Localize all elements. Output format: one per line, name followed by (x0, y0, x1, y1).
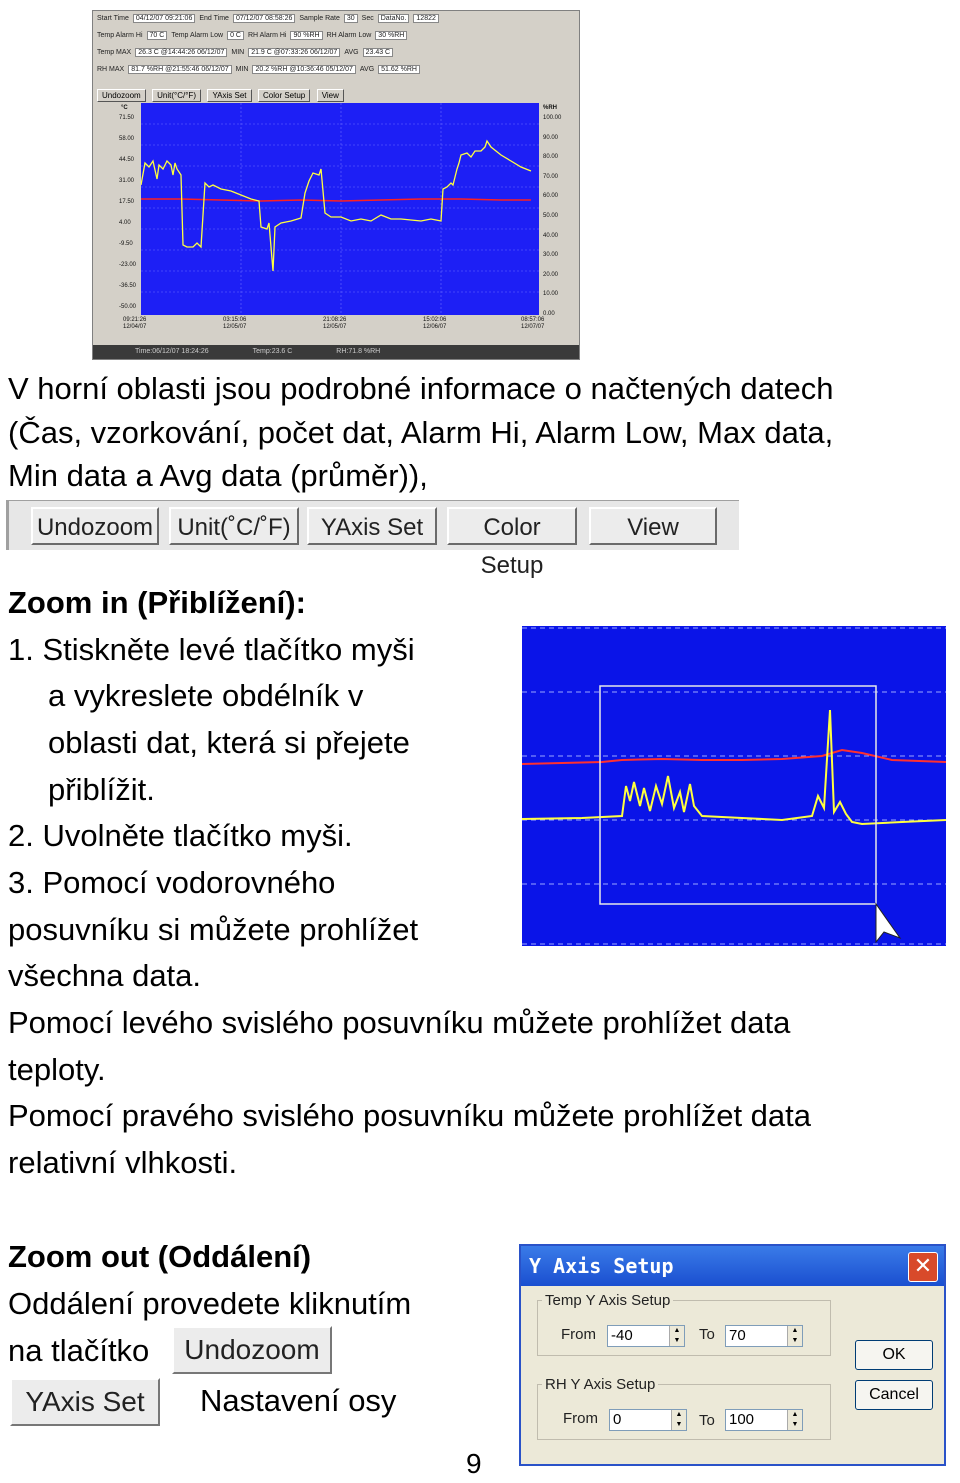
status-rh: RH:71.8 %RH (336, 348, 381, 355)
info-value: 21.9 C @07:33:26 06/12/07 (248, 48, 340, 57)
info-label: RH Alarm Hi (247, 32, 287, 39)
unit-button[interactable]: Unit(˚C/˚F) (169, 507, 299, 545)
spin-arrows-icon[interactable]: ▲ ▼ (787, 1326, 802, 1346)
rh-to-label: To (699, 1412, 715, 1429)
info-label: Sec (361, 15, 374, 22)
x-tick-time: 09:21:26 (123, 317, 147, 323)
zoom-in-step-1-cont: přiblížit. (48, 772, 155, 807)
x-tick-date: 12/07/07 (521, 324, 545, 330)
rh-to-value: 100 (729, 1411, 755, 1428)
info-value: 07/12/07 08:58:26 (233, 14, 295, 23)
zoom-in-step-3-cont: posuvníku si můžete prohlížet (8, 912, 419, 947)
mini-undozoom-button[interactable]: Undozoom (97, 89, 146, 102)
undozoom-inline-button[interactable]: Undozoom (172, 1326, 332, 1374)
zoom-in-step-2: 2. Uvolněte tlačítko myši. (8, 818, 353, 853)
cancel-button[interactable]: Cancel (855, 1380, 933, 1410)
screenshot-toolbar (97, 85, 346, 103)
x-tick-time: 15:02:06 (423, 317, 447, 323)
temp-from-label: From (561, 1326, 596, 1343)
info-value: 23.43 C (363, 48, 394, 57)
x-tick-date: 12/06/07 (423, 324, 447, 330)
software-screenshot (92, 10, 580, 360)
y-left-unit: °C (121, 105, 128, 111)
info-label: Sample Rate (299, 15, 340, 22)
data-plot[interactable] (141, 103, 539, 315)
x-tick-time: 03:15:06 (223, 317, 247, 323)
page-number: 9 (466, 1448, 482, 1479)
y-right-tick: 40.00 (543, 232, 559, 239)
mini-color-setup-button[interactable]: Color Setup (258, 89, 310, 102)
yaxis-set-button[interactable]: YAxis Set (307, 507, 437, 545)
zoom-in-heading: Zoom in (Přiblížení): (8, 585, 306, 620)
rh-from-label: From (563, 1410, 598, 1427)
info-row (97, 48, 397, 57)
y-right-tick: 20.00 (543, 271, 559, 278)
status-temp: Temp:23.6 C (252, 348, 293, 355)
info-label: Temp Alarm Low (171, 32, 224, 39)
info-value: 26.3 C @14:44:26 06/12/07 (135, 48, 227, 57)
y-right-tick: 80.00 (543, 154, 559, 161)
x-tick (123, 317, 146, 331)
info-value: 81.7 %RH @21:55:46 06/12/07 (128, 65, 231, 74)
zoom-out-line-2: na tlačítko (8, 1333, 150, 1368)
x-tick-date: 12/05/07 (223, 324, 247, 330)
rh-group-label: RH Y Axis Setup (545, 1376, 656, 1393)
y-left-tick: 4.00 (119, 220, 131, 226)
y-left-tick: 58.00 (119, 136, 135, 142)
info-value: 90 %RH (290, 31, 322, 40)
x-tick-time: 08:57:06 (521, 317, 545, 323)
y-right-tick: 90.00 (543, 134, 559, 141)
intro-line-1: V horní oblasti jsou podrobné informace o načtených datech (8, 371, 834, 406)
status-time: Time:06/12/07 18:24:26 (135, 348, 209, 355)
temp-series-line (141, 141, 531, 271)
info-label: MIN (231, 49, 245, 56)
zoom-illustration-svg (522, 626, 946, 946)
y-left-tick: 17.50 (119, 199, 135, 205)
color-setup-button[interactable]: Color Setup (447, 507, 577, 545)
yaxis-description: Nastavení osy (200, 1383, 397, 1418)
scroll-line-3: Pomocí pravého svislého posuvníku můžete prohlížet data (8, 1098, 812, 1133)
zoom-out-line-1: Oddálení provedete kliknutím (8, 1286, 412, 1321)
y-axis-setup-dialog (519, 1244, 946, 1466)
x-tick (521, 317, 544, 331)
y-left-tick: -23.00 (119, 262, 137, 268)
plot-svg (141, 103, 539, 315)
spin-arrows-icon[interactable]: ▲ ▼ (671, 1410, 686, 1430)
mini-view-button[interactable]: View (317, 89, 344, 102)
zoom-in-step-1-cont: oblasti dat, která si přejete (48, 725, 410, 760)
info-label: RH MAX (97, 66, 125, 73)
y-left-tick: -9.50 (119, 241, 133, 247)
x-tick-date: 12/04/07 (123, 324, 147, 330)
scroll-line-4: relativní vlhkosti. (8, 1145, 238, 1180)
y-right-tick: 60.00 (543, 193, 559, 200)
y-left-tick: 31.00 (119, 178, 135, 184)
yaxis-set-inline-button[interactable]: YAxis Set (10, 1378, 160, 1426)
info-label: RH Alarm Low (326, 32, 372, 39)
toolbar (6, 500, 739, 579)
zoom-in-step-3-cont: všechna data. (8, 958, 202, 993)
x-tick (223, 317, 246, 331)
info-label: AVG (344, 49, 359, 56)
zoom-rh-line (522, 750, 946, 764)
y-right-tick: 70.00 (543, 173, 559, 180)
zoom-in-step-1: 1. Stiskněte levé tlačítko myši (8, 632, 415, 667)
info-value: 51.62 %RH (378, 65, 420, 74)
info-value: 04/12/07 09:21:06 (133, 14, 195, 23)
y-left-tick: 44.50 (119, 157, 135, 163)
info-label: Temp MAX (97, 49, 132, 56)
info-value: 12822 (413, 14, 438, 23)
spin-arrows-icon[interactable]: ▲ ▼ (787, 1410, 802, 1430)
y-left-tick: 71.50 (119, 115, 135, 121)
info-label: End Time (199, 15, 229, 22)
y-right-tick: 50.00 (543, 213, 559, 219)
info-label: AVG (359, 66, 375, 73)
x-tick-time: 21:08:26 (323, 317, 347, 323)
zoom-in-step-3: 3. Pomocí vodorovného (8, 865, 336, 900)
zoom-temp-line (522, 710, 946, 824)
ok-button[interactable]: OK (855, 1340, 933, 1370)
zoom-illustration (522, 626, 946, 946)
y-right-tick: 100.00 (543, 115, 562, 121)
rh-from-field[interactable] (609, 1409, 687, 1431)
info-value: 20.2 %RH @10:36:46 05/12/07 (252, 65, 355, 74)
undozoom-button[interactable]: Undozoom (31, 507, 159, 545)
status-bar (93, 345, 579, 359)
rh-series-line (141, 199, 531, 201)
view-button[interactable]: View (589, 507, 717, 545)
x-tick (423, 317, 446, 331)
temp-to-field[interactable] (725, 1325, 803, 1347)
mouse-cursor-icon (876, 904, 900, 942)
info-value: 30 %RH (375, 31, 407, 40)
zoom-selection-rectangle (600, 686, 876, 904)
y-left-tick: -36.50 (119, 283, 137, 289)
rh-from-value: 0 (613, 1411, 622, 1428)
info-label: Start Time (97, 15, 129, 22)
intro-line-2: (Čas, vzorkování, počet dat, Alarm Hi, Alarm Low, Max data, (8, 415, 834, 450)
info-row (97, 31, 411, 40)
plot-grid (141, 103, 539, 315)
info-row (97, 65, 424, 74)
dialog-title: Y Axis Setup (529, 1254, 674, 1278)
y-right-tick: 10.00 (543, 291, 559, 298)
y-right-unit: %RH (543, 105, 558, 111)
info-value: 30 (344, 14, 358, 23)
scroll-line-1: Pomocí levého svislého posuvníku můžete prohlížet data (8, 1005, 791, 1040)
info-label: MIN (235, 66, 249, 73)
temp-from-value: -40 (611, 1327, 633, 1344)
y-right-tick: 0.00 (543, 311, 555, 317)
temp-to-value: 70 (729, 1327, 746, 1344)
zoom-out-heading: Zoom out (Oddálení) (8, 1239, 312, 1274)
temp-group-label: Temp Y Axis Setup (545, 1292, 671, 1309)
spin-arrows-icon[interactable]: ▲ ▼ (669, 1326, 684, 1346)
info-value: 0 C (227, 31, 244, 40)
close-icon[interactable]: ✕ (908, 1252, 938, 1282)
rh-to-field[interactable] (725, 1409, 803, 1431)
dialog-title-bar (521, 1246, 944, 1286)
y-left-tick: -50.00 (119, 304, 137, 310)
x-tick (323, 317, 346, 331)
intro-line-3: Min data a Avg data (průměr)), (8, 458, 428, 493)
info-value: 70 C (147, 31, 168, 40)
y-right-tick: 30.00 (543, 252, 559, 259)
info-value: DataNo. (378, 14, 410, 23)
temp-from-field[interactable] (607, 1325, 685, 1347)
zoom-in-step-1-cont: a vykreslete obdélník v (48, 678, 364, 713)
info-row (97, 14, 443, 23)
scroll-line-2: teploty. (8, 1052, 106, 1087)
zoom-grid (522, 628, 946, 944)
temp-to-label: To (699, 1326, 715, 1343)
mini-unit-button[interactable]: Unit(°C/°F) (152, 89, 201, 102)
mini-yaxis-button[interactable]: YAxis Set (207, 89, 251, 102)
x-tick-date: 12/05/07 (323, 324, 347, 330)
info-label: Temp Alarm Hi (97, 32, 143, 39)
